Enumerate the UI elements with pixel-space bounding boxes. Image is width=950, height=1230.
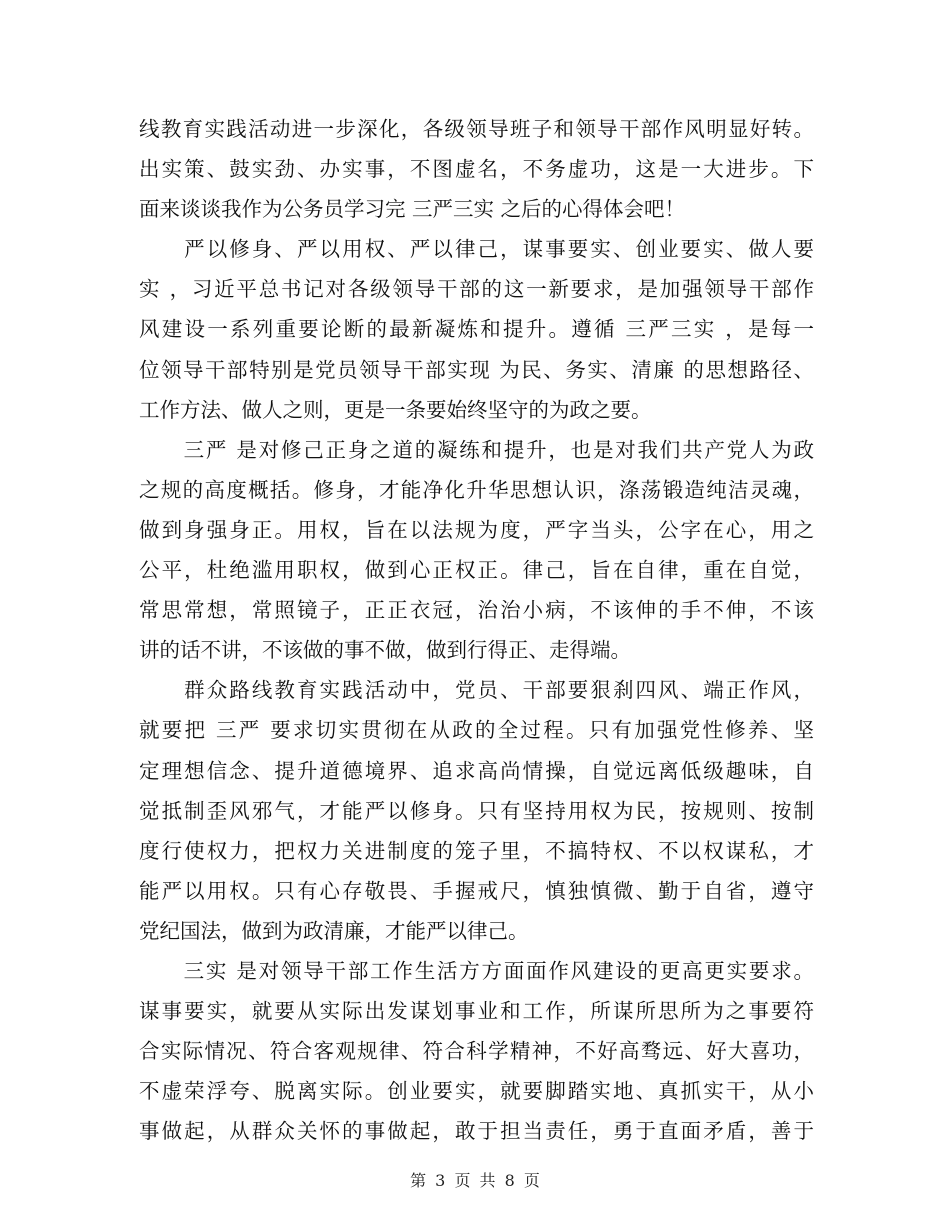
text-line: 党纪国法，做到为政清廉，才能严以律己。: [139, 918, 529, 943]
text-line: 讲的话不讲，不该做的事不做，做到行得正、走得端。: [139, 638, 631, 663]
text-line: 群众路线教育实践活动中，党员、干部要狠刹四风、端正作风，: [139, 678, 814, 703]
paragraph: [139, 670, 814, 951]
text-line: 常思常想，常照镜子，正正衣冠，治治小病，不该伸的手不伸，不该: [139, 598, 814, 623]
page-number: 第 3 页 共 8 页: [410, 1171, 540, 1190]
text-line: 谋事要实，就要从实际出发谋划事业和工作，所谋所思所为之事要符: [139, 999, 814, 1024]
body-text: [139, 109, 814, 1151]
text-line: 实 ，习近平总书记对各级领导干部的这一新要求，是加强领导干部作: [139, 277, 814, 302]
text-line: 公平，杜绝滥用职权，做到心正权正。律己，旨在自律，重在自觉，: [139, 558, 814, 583]
text-line: 三实 是对领导干部工作生活方方面面作风建设的更高更实要求。: [139, 958, 814, 983]
text-line: 度行使权力，把权力关进制度的笼子里，不搞特权、不以权谋私，才: [139, 838, 814, 863]
text-line: 面来谈谈我作为公务员学习完 三严三实 之后的心得体会吧！: [139, 197, 686, 222]
text-line: 觉抵制歪风邪气，才能严以修身。只有坚持用权为民，按规则、按制: [139, 798, 814, 823]
paragraph: [139, 430, 814, 671]
text-line: 合实际情况、符合客观规律、符合科学精神，不好高骛远、好大喜功，: [139, 1039, 814, 1064]
text-line: 线教育实践活动进一步深化，各级领导班子和领导干部作风明显好转。: [139, 117, 814, 141]
text-line: 风建设一系列重要论断的最新凝炼和提升。遵循 三严三实 ，是每一: [139, 317, 814, 342]
text-line: 出实策、鼓实劲、办实事，不图虚名，不务虚功，这是一大进步。下: [139, 157, 814, 182]
text-line: 严以修身、严以用权、严以律己，谋事要实、创业要实、做人要: [139, 237, 814, 262]
text-line: 定理想信念、提升道德境界、追求高尚情操，自觉远离低级趣味，自: [139, 758, 814, 783]
paragraph: [139, 951, 814, 1151]
text-line: 事做起，从群众关怀的事做起，敢于担当责任，勇于直面矛盾，善于: [139, 1119, 814, 1144]
text-line: 能严以用权。只有心存敬畏、手握戒尺，慎独慎微、勤于自省，遵守: [139, 878, 814, 903]
text-line: 工作方法、做人之则，更是一条要始终坚守的为政之要。: [139, 397, 652, 422]
paragraph: [139, 229, 814, 429]
text-line: 位领导干部特别是党员领导干部实现 为民、务实、清廉 的思想路径、: [139, 357, 814, 382]
text-line: 三严 是对修己正身之道的凝练和提升，也是对我们共产党人为政: [139, 437, 814, 462]
text-line: 不虚荣浮夸、脱离实际。创业要实，就要脚踏实地、真抓实干，从小: [139, 1079, 814, 1104]
paragraph: [139, 109, 814, 229]
text-line: 之规的高度概括。修身，才能净化升华思想认识，涤荡锻造纯洁灵魂，: [139, 477, 814, 502]
text-line: 就要把 三严 要求切实贯彻在从政的全过程。只有加强党性修养、坚: [139, 718, 814, 743]
text-line: 做到身强身正。用权，旨在以法规为度，严字当头，公字在心，用之: [139, 517, 814, 542]
